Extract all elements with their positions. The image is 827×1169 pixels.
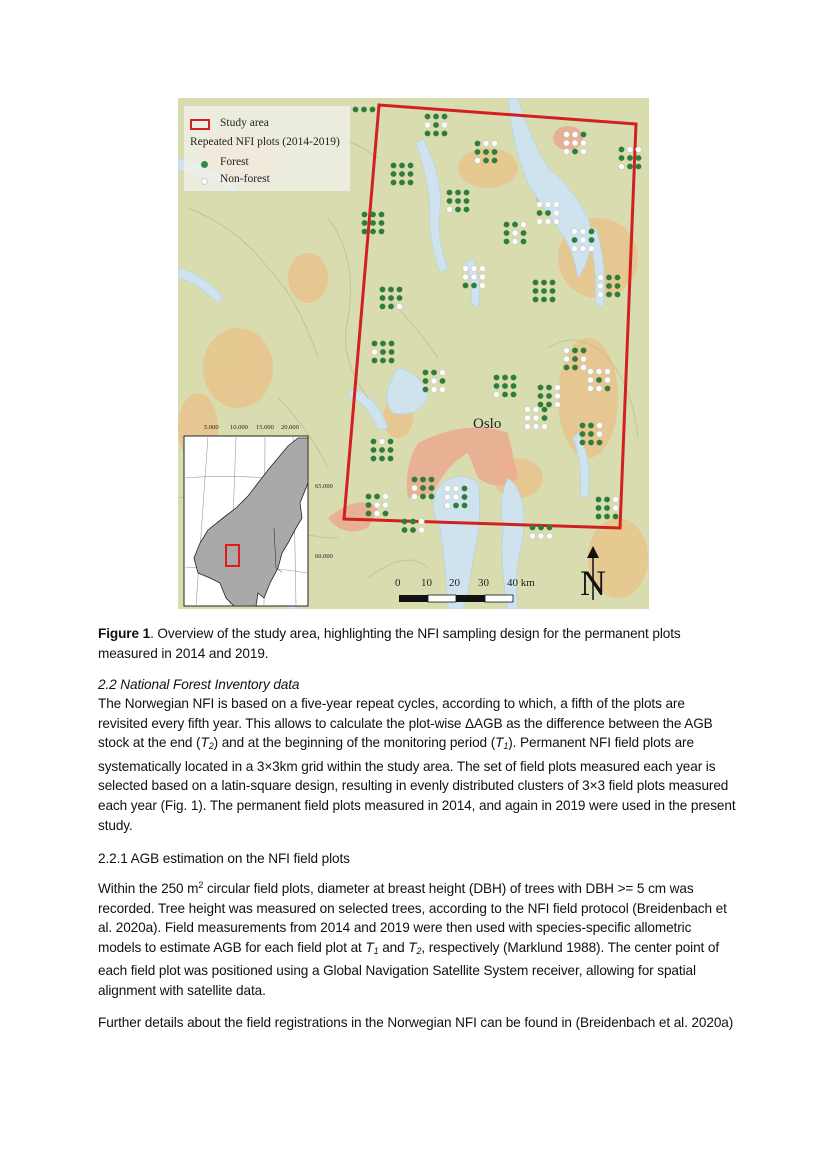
- inset-tick: 20.000: [281, 424, 299, 431]
- caption-label: Figure 1: [98, 626, 151, 641]
- legend-forest: Forest: [220, 156, 249, 168]
- paragraph-further-details: Further details about the field registrations in the Norwegian NFI can be found in (Breidenbach et al. 2020a): [98, 1015, 734, 1030]
- forest-dot-icon: [201, 161, 208, 168]
- inset-tick: 15.000: [256, 424, 274, 431]
- svg-text:20: 20: [449, 577, 460, 589]
- svg-text:40 km: 40 km: [507, 577, 535, 589]
- legend-non-forest: Non-forest: [220, 173, 270, 185]
- svg-text:0: 0: [395, 577, 401, 589]
- oslo-label: Oslo: [473, 416, 502, 432]
- study-area-swatch: [190, 119, 210, 130]
- inset-tick: 60.000: [315, 553, 333, 560]
- non-forest-dot-icon: [201, 178, 208, 185]
- study-area-map-figure: [178, 98, 649, 609]
- section-heading-2-2-1: 2.2.1 AGB estimation on the NFI field plots: [98, 851, 350, 866]
- paragraph-nfi: The Norwegian NFI is based on a five-year repeat cycles, according to which, a fifth of the plots are revisited every fifth year. This allows to calculate the plot-wise ΔAGB as the difference between the AGB stock at the end $(T_2)$ and at the beginning of the monitoring period $(T_1)$. Permanent NFI field plots are systematically located in a 3×3km grid within the study area. The set of field plots measured each year is selected based on a latin-square design, resulting in evenly distributed clusters of 3×3 field plots measured each year (Fig. 1). The permanent field plots measured in 2014, and again in 2019 were used in the present study.: [98, 696, 736, 833]
- map-legend: [184, 106, 350, 191]
- legend-title: Repeated NFI plots (2014-2019): [190, 136, 340, 148]
- svg-text:N: N: [580, 563, 606, 603]
- inset-tick: 10.000: [230, 424, 248, 431]
- figure-caption: [98, 624, 738, 663]
- section-heading-2-2: 2.2 National Forest Inventory data: [98, 677, 300, 692]
- caption-text: . Overview of the study area, highlighting the NFI sampling design for the permanent plots measured in 2014 and 2019.: [98, 626, 681, 661]
- svg-text:30: 30: [478, 577, 489, 589]
- svg-text:10: 10: [421, 577, 432, 589]
- paragraph-agb-estimation: Within the 250 $m^2$ circular field plots, diameter at breast height (DBH) of trees with DBH >= 5 cm was recorded. Tree height was measured on selected trees, according to the NFI field protocol (Breidenbach et al. 2020a). Field measurements from 2014 and 2019 were then used with species-specific allometric models to estimate AGB for each field plot at $T_1$ and $T_2$, respectively (Marklund 1988). The center point of each field plot was positioned using a Global Navigation Satellite System receiver, allowing for spatial alignment with satellite data.: [98, 880, 727, 998]
- inset-tick: 5.000: [204, 424, 219, 431]
- legend-study-area: Study area: [220, 117, 269, 129]
- inset-tick: 65.000: [315, 483, 333, 490]
